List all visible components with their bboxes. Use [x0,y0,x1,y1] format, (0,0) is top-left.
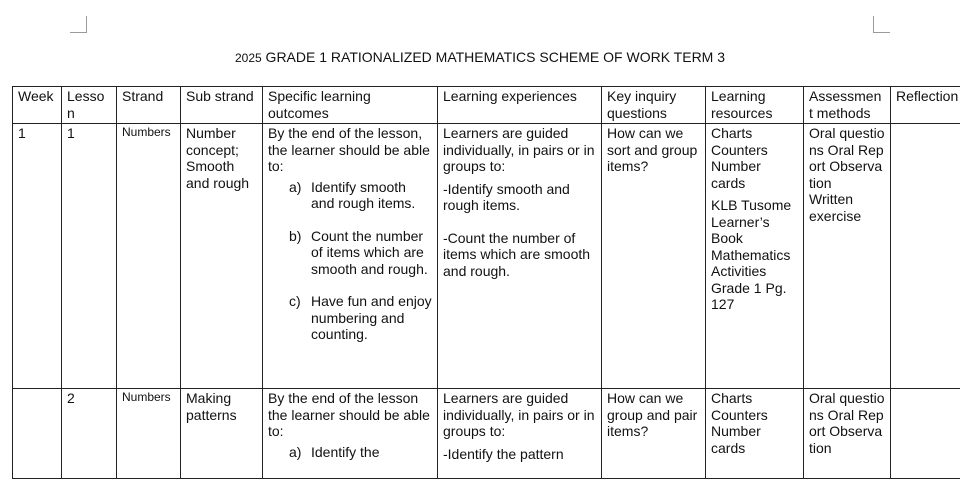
outcomes-list [268,444,432,461]
lesson-cell: 1 [62,124,117,389]
week-cell [13,389,62,479]
header-row [13,87,960,124]
table-row [13,124,960,389]
list-item [289,178,432,212]
strand-cell: Numbers [117,124,181,389]
header-experiences: Learning experiences [438,87,602,124]
experiences-intro: Learners are guided individually, in pairs or in groups to: [443,390,595,439]
strand-cell: Numbers [117,389,181,479]
assessment-list: Oral questions Oral Report Observation [809,125,885,191]
header-resources: Learning resources [706,87,804,124]
assessment-written: Written exercise [809,191,862,224]
table-row [13,389,960,479]
title-text: GRADE 1 RATIONALIZED MATHEMATICS SCHEME OF WORK TERM 3 [261,49,726,65]
outcome-label: 1. a) [289,178,302,195]
reflection-cell [891,389,960,479]
lesson-cell: 2 [62,389,117,479]
experience-item: -Identify the pattern [443,445,564,462]
outcomes-list [268,179,432,343]
resources-books: KLB Tusome Learner’s Book Mathematics Activities Grade 1 Pg. 127 [711,197,792,312]
resources-cell [706,124,804,389]
outcomes-intro: By the end of the lesson, the learner should be able to: [268,125,430,174]
outcome-text: Have fun and enjoy numbering and counting. [311,293,432,342]
list-item [289,227,432,278]
outcome-text: Count the number of items which are smooth and rough. [311,227,428,277]
title-year: 2025 [234,51,262,65]
questions-cell: How can we group and pair items? [602,389,706,479]
document-title [0,48,960,66]
sub-strand-cell: Making patterns [181,389,263,479]
experiences-cell [438,124,602,389]
experience-item: -Count the number of items which are smooth and rough. [443,229,591,279]
header-lesson: Lesson [62,87,117,124]
sub-strand-cell: Number concept; Smooth and rough [181,124,263,389]
resources-cell [706,389,804,479]
questions-cell: How can we sort and group items? [602,124,706,389]
resources-list: Charts Counters Number cards [711,390,768,456]
header-strand: Strand [117,87,181,124]
experiences-cell [438,389,602,479]
outcome-text: Identify smooth and rough items. [311,178,416,211]
outcomes-cell [263,389,438,479]
list-item [289,293,432,343]
experiences-intro: Learners are guided individually, in pairs or in groups to: [443,125,595,174]
crop-mark-right [873,16,890,33]
header-assessment: Assessment methods [804,87,891,124]
header-sub-strand: Sub strand [181,87,263,124]
list-item [289,443,432,461]
crop-mark-left [70,16,87,33]
header-outcomes: Specific learning outcomes [263,87,438,124]
reflection-cell [891,124,960,389]
header-week: Week [13,87,62,124]
week-cell: 1 [13,124,62,389]
assessment-cell [804,124,891,389]
assessment-list: Oral questions Oral Report Observation [809,390,885,456]
experience-item: -Identify smooth and rough items. [443,180,570,213]
header-reflection: Reflection [891,87,960,124]
resources-list: Charts Counters Number cards [711,125,768,191]
outcome-text: Identify the [311,443,380,460]
outcome-label: 2. b) [289,227,302,244]
outcome-label: 1. a) [289,443,302,460]
scheme-of-work-table [12,86,960,479]
outcome-label: 3. c) [289,293,301,309]
outcomes-cell [263,124,438,389]
outcomes-intro: By the end of the lesson the learner should be able to: [268,390,430,439]
header-questions: Key inquiry questions [602,87,706,124]
assessment-cell [804,389,891,479]
